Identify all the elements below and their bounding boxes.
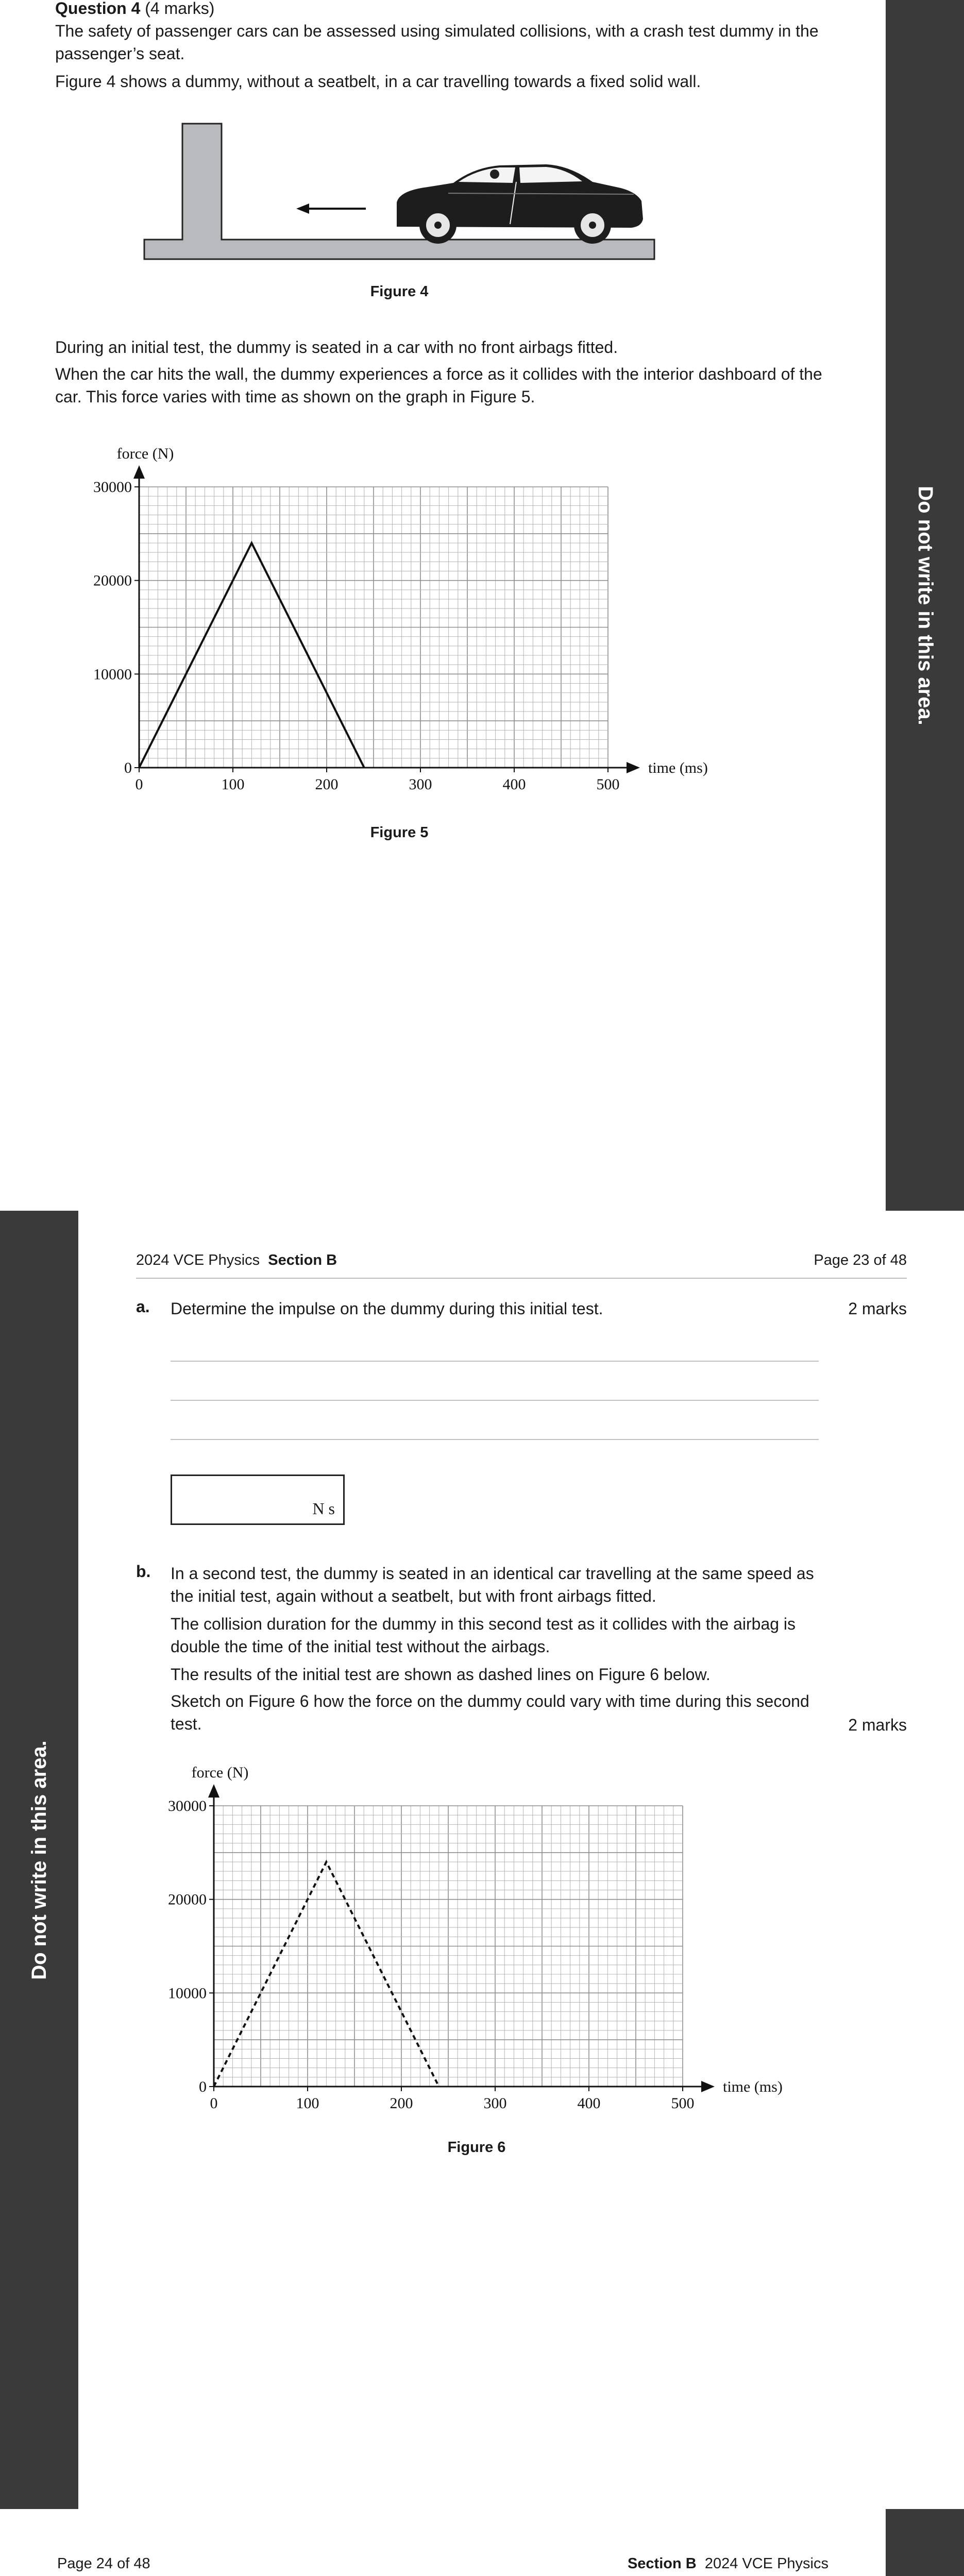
x-tick-label: 0 [210,2095,218,2112]
x-tick-label: 0 [135,776,143,793]
part-b-text-2: The collision duration for the dummy in this second test as it collides with the airbag is double the time of the initial test without the airbags. [171,1615,796,1656]
y-tick-label: 20000 [93,572,132,589]
y-axis-arrow-icon [208,1784,219,1798]
answer-unit: N s [312,1499,335,1518]
question-intro-2: Figure 4 shows a dummy, without a seatbelt, in a car travelling towards a fixed solid wall. [55,72,701,91]
answer-box[interactable] [171,1475,345,1525]
x-tick-label: 100 [221,776,245,793]
x-tick-label: 500 [671,2095,695,2112]
y-axis-label: force (N) [191,1764,249,1781]
x-axis-arrow-icon [627,762,640,773]
y-axis-arrow-icon [133,465,145,479]
arrow-left-icon [296,204,366,214]
part-a-text: Determine the impulse on the dummy during this initial test. [171,1299,603,1318]
y-tick-label: 30000 [168,1798,207,1815]
y-tick-label: 0 [199,2078,207,2095]
figure-6-chart[interactable] [142,1757,811,2128]
x-axis-arrow-icon [701,2081,715,2092]
part-b-text-3: The results of the initial test are shown as dashed lines on Figure 6 below. [171,1665,711,1684]
part-b-text-4: Sketch on Figure 6 how the force on the dummy could vary with time during this second test. [171,1692,809,1733]
part-b-letter: b. [136,1562,151,1581]
answer-line-3[interactable] [171,1439,819,1440]
y-tick-label: 30000 [93,479,132,496]
question-heading [55,0,214,20]
x-tick-label: 200 [390,2095,413,2112]
x-tick-label: 300 [409,776,432,793]
footer-course: 2024 VCE Physics [704,2555,828,2572]
car-illustration [397,164,643,244]
x-axis-label: time (ms) [648,759,708,776]
x-tick-label: 400 [577,2095,601,2112]
x-tick-label: 300 [483,2095,507,2112]
answer-line-2[interactable] [171,1400,819,1401]
header-rule [136,1278,907,1279]
part-a-marks: 2 marks [848,1299,907,1318]
part-b-text-1: In a second test, the dummy is seated in an identical car travelling at the same speed as the initial test, again without a seatbelt, but with front airbags fitted. [171,1564,814,1605]
question-intro-1: The safety of passenger cars can be assessed using simulated collisions, with a crash test dummy in the passenger’s seat. [55,22,819,63]
right-gutter-bottom [886,2509,964,2576]
page-header [136,1252,337,1269]
y-tick-label: 0 [124,759,132,776]
question-marks: (4 marks) [145,0,215,18]
gutter-warning: Do not write in this area. [914,485,937,725]
question-title: Question 4 [55,0,141,18]
right-gutter [886,0,964,1211]
y-axis-label: force (N) [116,445,174,462]
question-para-1: During an initial test, the dummy is seated in a car with no front airbags fitted. [55,338,618,357]
answer-line-1[interactable] [171,1361,819,1362]
page-number-23: Page 23 of 48 [814,1252,907,1268]
header-course: 2024 VCE Physics [136,1252,260,1268]
question-para-2: When the car hits the wall, the dummy experiences a force as it collides with the interior dashboard of the car. This force varies with time as shown on the graph in Figure 5. [55,365,822,406]
figure-4-illustration [139,116,659,265]
figure-4-caption: Figure 4 [370,283,429,300]
figure-6-caption: Figure 6 [447,2139,506,2156]
x-tick-label: 200 [315,776,339,793]
x-tick-label: 100 [296,2095,319,2112]
figure-5-chart [67,438,737,809]
y-tick-label: 10000 [168,1985,207,2002]
footer-right [515,2555,828,2572]
left-gutter [0,1211,78,2509]
header-section: Section B [268,1252,337,1268]
x-axis-label: time (ms) [723,2078,783,2095]
y-tick-label: 10000 [93,666,132,683]
y-tick-label: 20000 [168,1891,207,1908]
footer-section: Section B [627,2555,697,2572]
page-number-24: Page 24 of 48 [57,2555,150,2572]
x-tick-label: 500 [596,776,620,793]
part-b-marks: 2 marks [848,1716,907,1734]
x-tick-label: 400 [502,776,526,793]
part-a-letter: a. [136,1297,150,1316]
figure-5-caption: Figure 5 [370,824,429,841]
gutter-warning-2: Do not write in this area. [27,1740,50,1980]
